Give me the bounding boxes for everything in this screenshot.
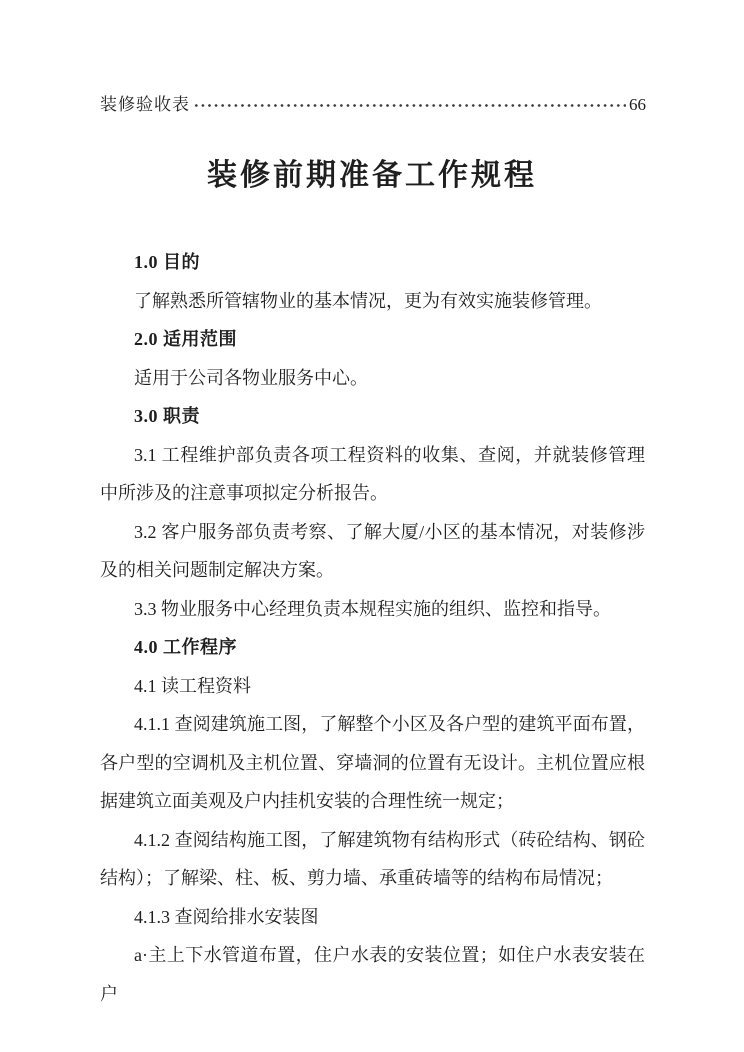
paragraph-4-1-2: 4.1.2 查阅结构施工图，了解建筑物有结构形式（砖砼结构、钢砼结构）；了解梁、柱、板、剪力墙、承重砖墙等的结构布局情况；	[100, 829, 645, 888]
document-body	[100, 243, 645, 1013]
paragraph-3-2: 3.2 客户服务部负责考察、了解大厦/小区的基本情况，对装修涉及的相关问题制定解决方案。	[100, 521, 645, 580]
paragraph-3-3: 3.3 物业服务中心经理负责本规程实施的组织、监控和指导。	[134, 598, 611, 619]
heading-responsibility: 3.0 职责	[134, 406, 200, 426]
heading-scope: 2.0 适用范围	[134, 329, 237, 349]
toc-entry-row	[0, 0, 744, 116]
paragraph-4-1: 4.1 读工程资料	[134, 675, 251, 696]
paragraph-4-1-3: 4.1.3 查阅给排水安装图	[134, 906, 319, 927]
document-title: 装修前期准备工作规程	[207, 159, 537, 192]
heading-work-procedure: 4.0 工作程序	[134, 637, 237, 657]
toc-dot-leader	[193, 97, 626, 114]
heading-objective: 1.0 目的	[134, 252, 200, 272]
paragraph-scope: 适用于公司各物业服务中心。	[134, 367, 368, 388]
toc-page-number: 66	[629, 95, 646, 114]
paragraph-4-1-1: 4.1.1 查阅建筑施工图，了解整个小区及各户型的建筑平面布置，各户型的空调机及主机位置、穿墙洞的位置有无设计。主机位置应根据建筑立面美观及户内挂机安装的合理性统一规定；	[100, 714, 645, 811]
paragraph-objective: 了解熟悉所管辖物业的基本情况，更为有效实施装修管理。	[134, 290, 602, 311]
paragraph-3-1: 3.1 工程维护部负责各项工程资料的收集、查阅，并就装修管理中所涉及的注意事项拟定分析报告。	[100, 444, 645, 503]
paragraph-4-1-3-a: a·主上下水管道布置，住户水表的安装位置；如住户水表安装在户	[100, 945, 645, 1004]
toc-entry-label: 装修验收表	[100, 95, 190, 114]
